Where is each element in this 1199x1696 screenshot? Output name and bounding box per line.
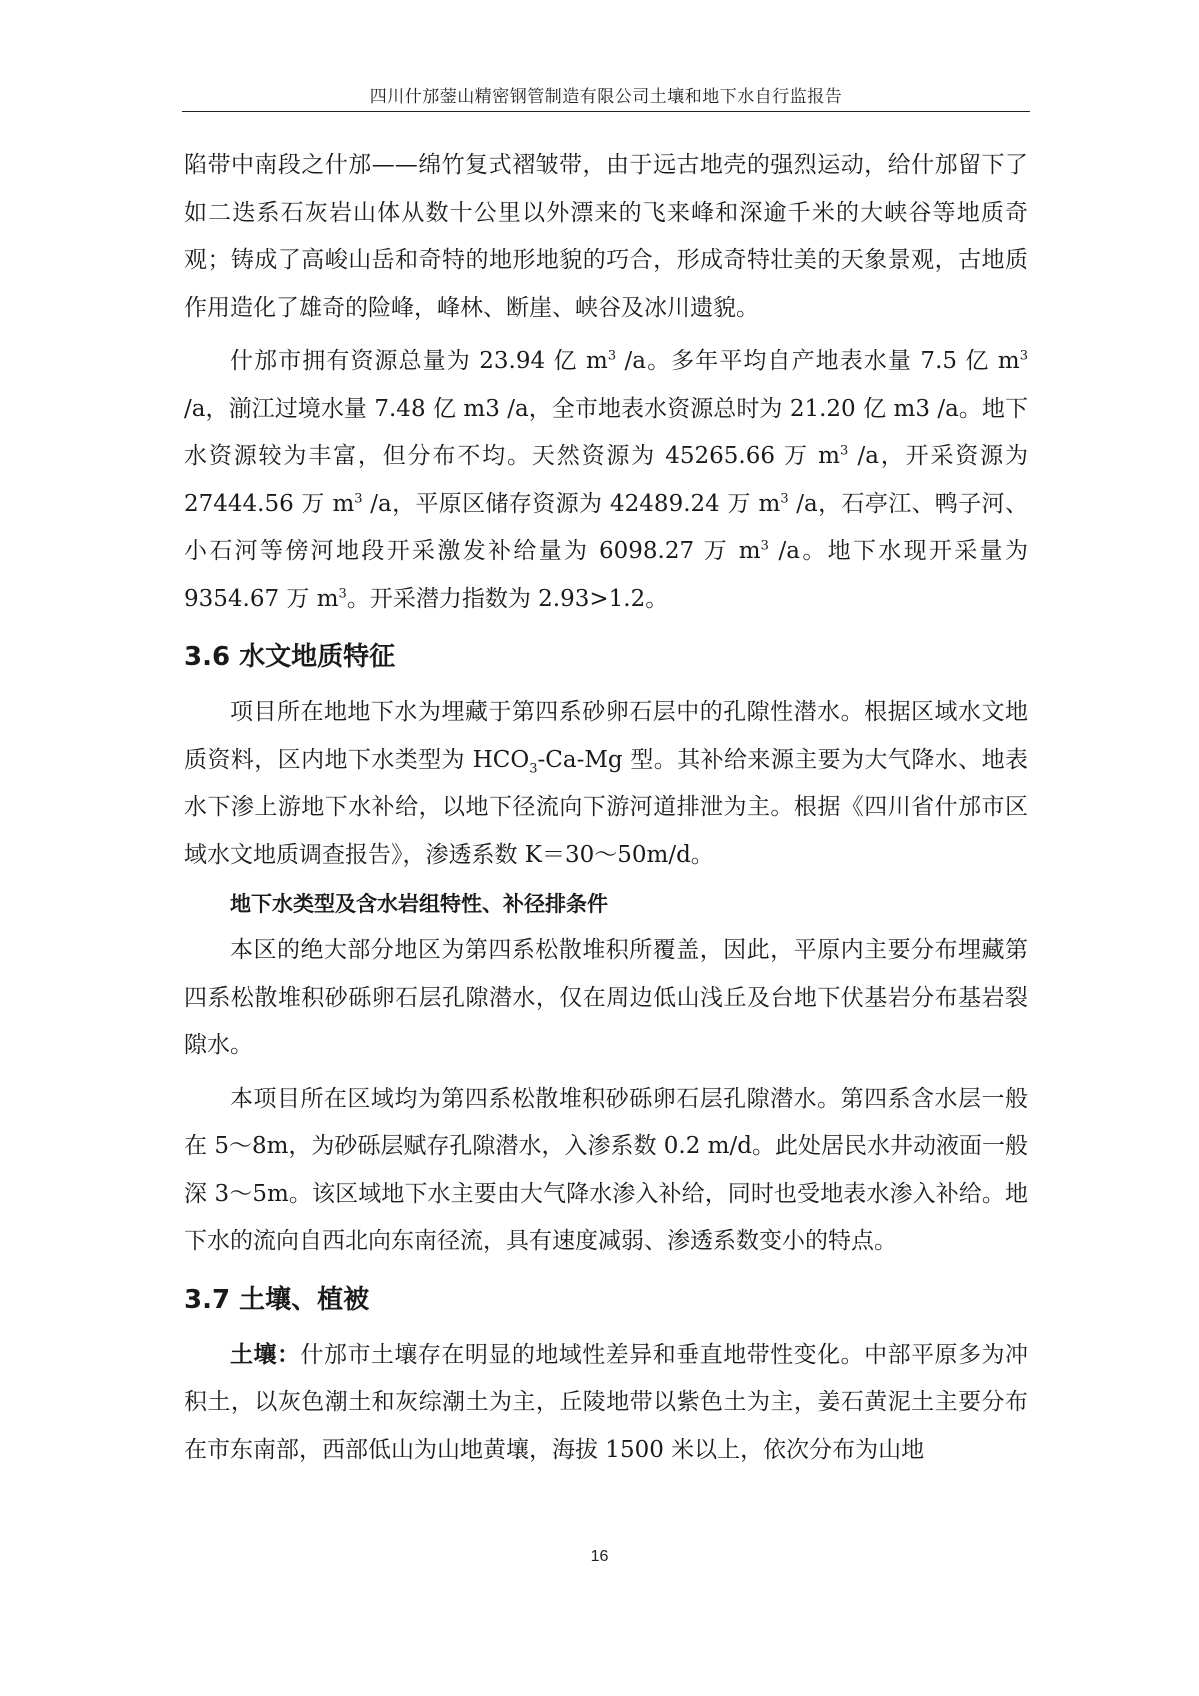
water-text-4: /a，开采资源为 27444.56 万 m <box>184 443 1029 517</box>
subscript-3: 3 <box>529 761 538 777</box>
water-text-5: /a，平原区储存资源为 42489.24 万 m <box>370 490 781 517</box>
paragraph-aquifer-distribution: 本区的绝大部分地区为第四系松散堆积所覆盖，因此，平原内主要分布埋藏第四系松散堆积砂砾卵石层孔隙潜水，仅在周边低山浅丘及台地下伏基岩分布基岩裂隙水。 <box>184 937 1028 1058</box>
superscript-3: 3 <box>780 490 789 506</box>
header-rule <box>182 111 1030 112</box>
soil-label: 土壤： <box>230 1341 301 1368</box>
paragraph-water-resources <box>184 338 1028 623</box>
water-text-1: 什邡市拥有资源总量为 23.94 亿 m <box>230 348 608 374</box>
paragraph-geology-continued: 陷带中南段之什邡——绵竹复式褶皱带，由于远古地壳的强烈运动，给什邡留下了如二迭系石灰岩山体从数十公里以外漂来的飞来峰和深逾千米的大峡谷等地质奇观；铸成了高峻山岳和奇特的地形地貌的巧合，形成奇特壮美的天象景观，古地质作用造化了雄奇的险峰，峰林、断崖、峡谷及冰川遗貌。 <box>184 152 1028 321</box>
superscript-3: 3 <box>840 443 849 459</box>
paragraph-soil <box>184 1332 1028 1475</box>
water-text-8: 。开采潜力指数为 2.93>1.2。 <box>346 585 669 612</box>
superscript-3: 3 <box>338 585 347 601</box>
page-body <box>184 142 1028 1474</box>
water-text-3: /a，湔江过境水量 7.48 亿 m3 /a，全市地表水资源总时为 21.20 亿 m3 /a。地下水资源较为丰富，但分布不均。天然资源为 45265.66 万 m <box>184 395 1028 469</box>
hydro-text-1: 项目所在地地下水为埋藏于第四系砂卵石层中的孔隙性潜水。根据区域水文地质资料，区内地下水类型为 HCO <box>184 699 1028 773</box>
paragraph-hydrogeology <box>184 689 1028 879</box>
superscript-3: 3 <box>760 538 769 554</box>
hydro-text-2: -Ca-Mg 型。其补给来源主要为大气降水、地表水下渗上游地下水补给，以地下径流向下游河道排泄为主。根据《四川省什邡市区域水文地质调查报告》，渗透系数 K＝30～50m/d。 <box>184 746 1028 868</box>
superscript-3: 3 <box>354 490 363 506</box>
water-text-2: /a。多年平均自产地表水量 7.5 亿 m <box>624 348 1020 374</box>
soil-text: 什邡市土壤存在明显的地域性差异和垂直地带性变化。中部平原多为冲积土，以灰色潮土和灰综潮土为主，丘陵地带以紫色土为主，姜石黄泥土主要分布在市东南部，西部低山为山地黄壤，海拔 1500 米以上，依次分布为山地 <box>184 1341 1029 1463</box>
water-text-7: /a。地下水现开采量为 9354.67 万 m <box>184 538 1029 612</box>
section-heading-3-7: 3.7 土壤、植被 <box>184 1284 370 1315</box>
page-number: 16 <box>590 1548 609 1565</box>
water-text-6: /a，石亭江、鸭子河、小石河等傍河地段开采激发补给量为 6098.27 万 m <box>184 490 1029 564</box>
superscript-3: 3 <box>607 348 617 364</box>
paragraph-project-aquifer: 本项目所在区域均为第四系松散堆积砂砾卵石层孔隙潜水。第四系含水层一般在 5～8m，为砂砾层赋存孔隙潜水，入渗系数 0.2 m/d。此处居民水井动液面一般深 3～5m。该区域地下水主要由大气降水渗入补给，同时也受地表水渗入补给。地下水的流向自西北向东南径流，具有速度减弱、渗透系数变小的特点。 <box>184 1085 1028 1254</box>
running-header: 四川什邡蓥山精密钢管制造有限公司土壤和地下水自行监报告 <box>369 87 843 107</box>
superscript-3: 3 <box>1019 348 1028 364</box>
section-heading-3-6: 3.6 水文地质特征 <box>184 642 396 672</box>
subheading-groundwater-types: 地下水类型及含水岩组特性、补径排条件 <box>230 892 608 916</box>
